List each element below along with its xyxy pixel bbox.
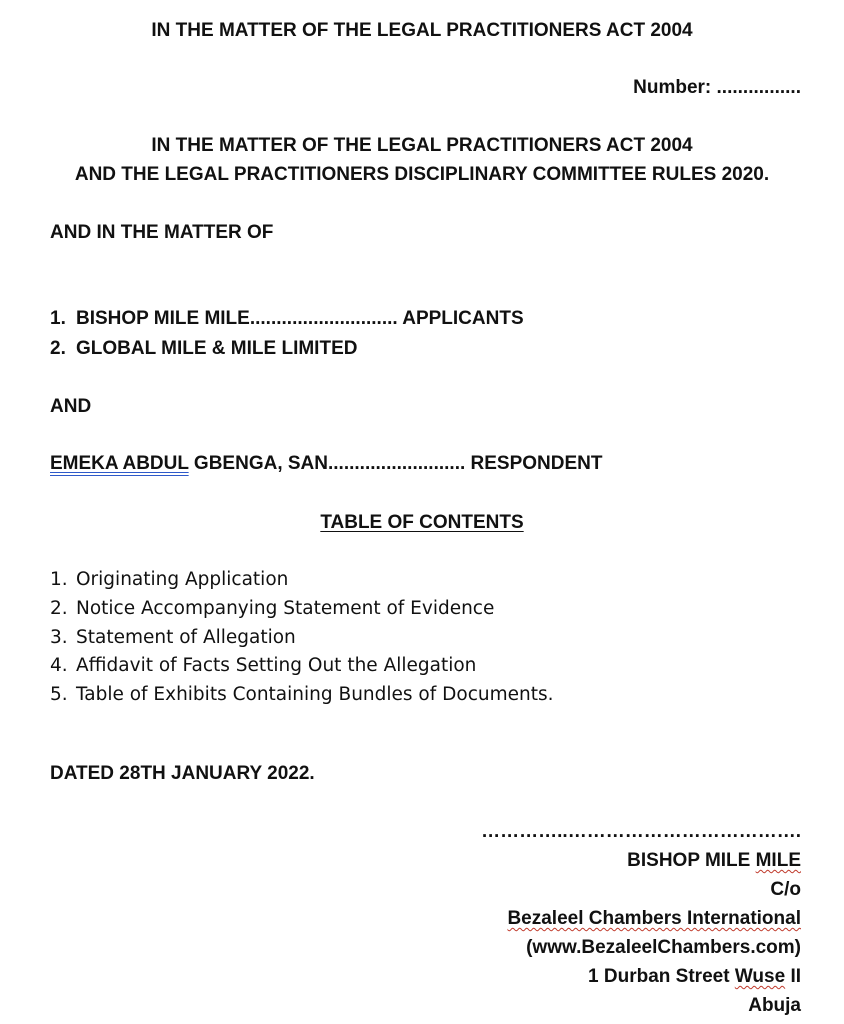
street-address-b: Wuse <box>734 966 786 987</box>
dated-line: DATED 28TH JANUARY 2022. <box>50 763 315 784</box>
toc-item-text: Originating Application <box>76 569 289 590</box>
toc-item-text: Notice Accompanying Statement of Evidence <box>76 598 495 619</box>
header-title: IN THE MATTER OF THE LEGAL PRACTITIONERS ACT 2004 <box>151 20 693 41</box>
applicant-1-dots: ............................ <box>249 308 398 329</box>
toc-item-num: 4. <box>50 655 68 676</box>
toc-item <box>50 683 554 707</box>
applicant-1-num: 1. <box>50 308 66 329</box>
applicant-1-name: BISHOP MILE MILE <box>76 308 250 329</box>
toc-item-num: 3. <box>50 627 68 648</box>
respondent-dots: .......................... <box>328 453 466 474</box>
applicant-2 <box>50 337 357 361</box>
respondent-name-part2: GBENGA, SAN <box>193 453 328 474</box>
matter-line-2: AND THE LEGAL PRACTITIONERS DISCIPLINARY COMMITTEE RULES 2020. <box>74 164 770 185</box>
matter-line-1: IN THE MATTER OF THE LEGAL PRACTITIONERS ACT 2004 <box>151 135 693 156</box>
toc-item-num: 5. <box>50 684 68 705</box>
and-in-matter: AND IN THE MATTER OF <box>50 222 274 243</box>
applicants-role: APPLICANTS <box>402 308 524 329</box>
applicant-2-num: 2. <box>50 338 66 359</box>
toc-item <box>50 597 494 621</box>
care-of: C/o <box>770 879 801 900</box>
street-address-a: 1 Durban Street <box>588 966 730 987</box>
and-separator: AND <box>50 396 92 417</box>
respondent-role: RESPONDENT <box>470 453 603 474</box>
number-dots: ................ <box>716 77 801 98</box>
toc-item <box>50 626 296 650</box>
city: Abuja <box>748 995 801 1016</box>
signatory-name <box>627 849 801 873</box>
toc-item-text: Affidavit of Facts Setting Out the Allegation <box>76 655 477 676</box>
toc-item-num: 2. <box>50 598 68 619</box>
street-address <box>588 965 801 989</box>
firm-website: (www.BezaleelChambers.com) <box>526 937 801 958</box>
toc-item-text: Table of Exhibits Containing Bundles of Documents. <box>76 684 554 705</box>
firm-name: Bezaleel Chambers International <box>507 908 801 929</box>
toc-item-num: 1. <box>50 569 68 590</box>
toc-item <box>50 568 288 592</box>
toc-item <box>50 654 476 678</box>
applicant-2-name: GLOBAL MILE & MILE LIMITED <box>76 338 358 359</box>
street-address-c: II <box>790 966 801 987</box>
signatory-name-b: MILE <box>755 850 801 871</box>
toc-heading: TABLE OF CONTENTS <box>320 512 524 533</box>
respondent-name-part1: EMEKA ABDUL <box>50 453 189 474</box>
signature-dots: …………..………………………………. <box>481 821 801 842</box>
applicant-1 <box>50 307 524 331</box>
number-field <box>633 76 801 100</box>
respondent <box>50 452 603 476</box>
toc-item-text: Statement of Allegation <box>76 627 296 648</box>
signatory-name-a: BISHOP MILE <box>627 850 751 871</box>
number-label: Number: <box>633 77 712 98</box>
